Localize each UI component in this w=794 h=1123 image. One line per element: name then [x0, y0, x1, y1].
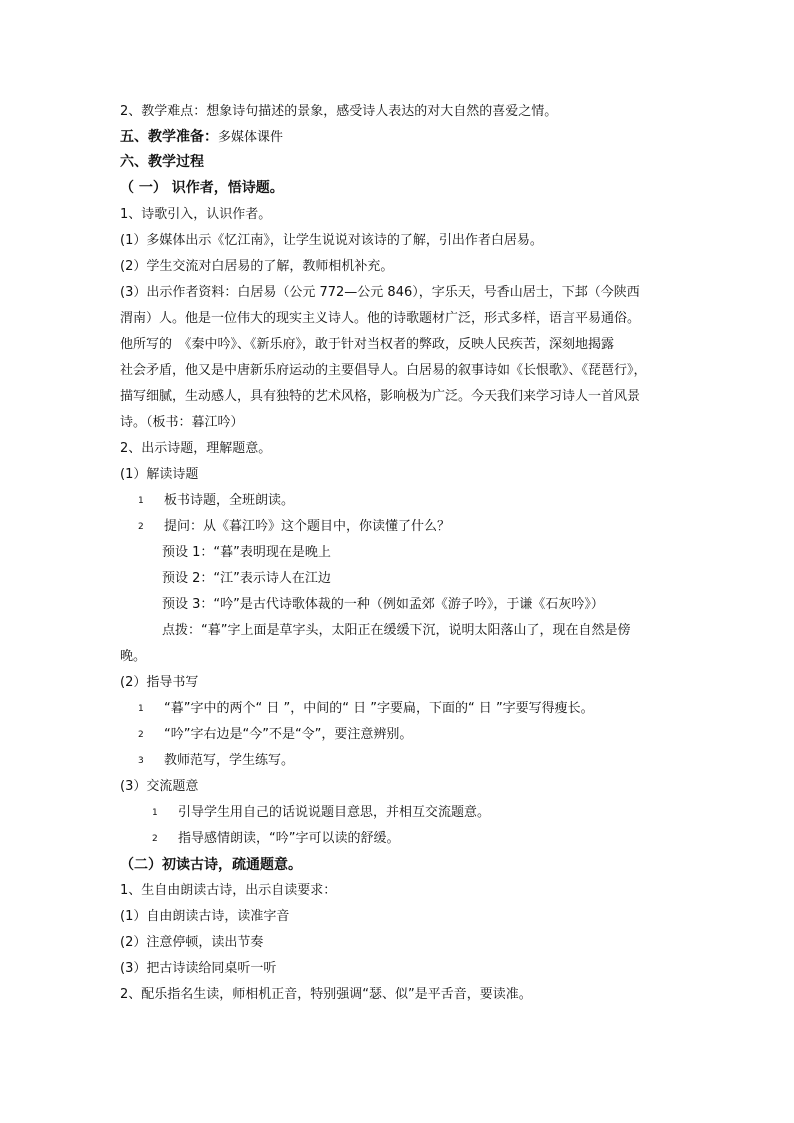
list-item-text: 教师范写，学生练写。	[164, 753, 295, 768]
step-1-item-2: (2）学生交流对白居易的了解，教师相机补充。	[120, 259, 394, 274]
reading-req-2: (2）注意停顿，读出节奏	[120, 935, 264, 950]
list-item	[138, 492, 698, 510]
author-bio-line-2: 渭南）人。他是一位伟大的现实主义诗人。他的诗歌题材广泛，形式多样，语言平易通俗。	[120, 311, 641, 326]
preset-1: 预设 1：“暮”表明现在是晚上	[162, 545, 331, 560]
reading-step-2: 2、配乐指名生读，师相机正音，特别强调“瑟、似”是平舌音，要读准。	[120, 987, 532, 1002]
reading-req-1: (1）自由朗读古诗，读准字音	[120, 909, 290, 924]
section-heading-process: 六、教学过程	[120, 154, 204, 170]
step-2-sub-2: (2）指导书写	[120, 675, 199, 690]
step-1-title: 1、诗歌引入，认识作者。	[120, 207, 272, 222]
step-2-title: 2、出示诗题，理解题意。	[120, 441, 272, 456]
list-item-text: “吟”字右边是“今”不是“令”，要注意辨别。	[164, 727, 413, 742]
author-bio-line-6: 诗。（板书：暮江吟）	[120, 415, 244, 430]
author-bio-line-4: 社会矛盾，他又是中唐新乐府运动的主要倡导人。白居易的叙事诗如《长恨歌》、《琵琶行》，	[120, 363, 647, 378]
reading-step-1: 1、生自由朗读古诗，出示自读要求：	[120, 883, 337, 898]
preset-3: 预设 3：“吟”是古代诗歌体裁的一种（例如孟郊《游子吟》，于谦《石灰吟》）	[162, 597, 604, 612]
list-item	[152, 830, 712, 848]
teaching-preparation	[120, 128, 680, 147]
subsection-heading-2: （二）初读古诗，疏通题意。	[120, 857, 302, 873]
preparation-text: 多媒体课件	[218, 130, 284, 145]
list-item	[138, 752, 698, 770]
section-heading-preparation: 五、教学准备：	[120, 129, 218, 145]
list-item	[138, 700, 698, 718]
list-item-text: 板书诗题，全班朗读。	[164, 493, 295, 508]
list-number: 1	[152, 808, 158, 818]
author-bio-line-1: (3）出示作者资料：白居易（公元 772—公元 846），字乐天，号香山居士，下邽（今陕西	[120, 285, 640, 300]
step-1-item-1: (1）多媒体出示《忆江南》，让学生说说对该诗的了解，引出作者白居易。	[120, 233, 543, 248]
list-number: 1	[138, 496, 144, 506]
step-2-sub-1: (1）解读诗题	[120, 467, 199, 482]
list-item-text: “暮”字中的两个“ 日 ”，中间的“ 日 ”字要扁，下面的“ 日 ”字要写得瘦长。	[164, 701, 594, 716]
author-bio-line-5: 描写细腻，生动感人，具有独特的艺术风格，影响极为广泛。今天我们来学习诗人一首风景	[120, 389, 641, 404]
list-number: 2	[138, 522, 144, 532]
reading-req-3: (3）把古诗读给同桌听一听	[120, 961, 277, 976]
list-number: 2	[152, 834, 158, 844]
hint-line-2: 晚。	[120, 649, 147, 664]
list-item	[152, 804, 712, 822]
author-bio-line-3: 他所写的 《秦中吟》、《新乐府》，敢于针对当权者的弊政，反映人民疾苦，深刻地揭露	[120, 337, 615, 352]
list-number: 3	[138, 756, 144, 766]
list-item	[138, 726, 698, 744]
list-item	[138, 518, 698, 536]
list-number: 2	[138, 730, 144, 740]
list-item-text: 指导感情朗读，“吟”字可以读的舒缓。	[178, 831, 400, 846]
preset-2: 预设 2：“江”表示诗人在江边	[162, 571, 331, 586]
teaching-difficulty: 2、教学难点：想象诗句描述的景象，感受诗人表达的对大自然的喜爱之情。	[120, 104, 558, 119]
list-item-text: 提问：从《暮江吟》这个题目中，你读懂了什么？	[164, 519, 451, 534]
list-number: 1	[138, 704, 144, 714]
hint-line-1: 点拨：“暮”字上面是草字头，太阳正在缓缓下沉，说明太阳落山了，现在自然是傍	[162, 623, 631, 638]
step-2-sub-3: (3）交流题意	[120, 779, 199, 794]
list-item-text: 引导学生用自己的话说说题目意思，并相互交流题意。	[178, 805, 491, 820]
subsection-heading-1: （ 一） 识作者，悟诗题。	[120, 180, 284, 196]
